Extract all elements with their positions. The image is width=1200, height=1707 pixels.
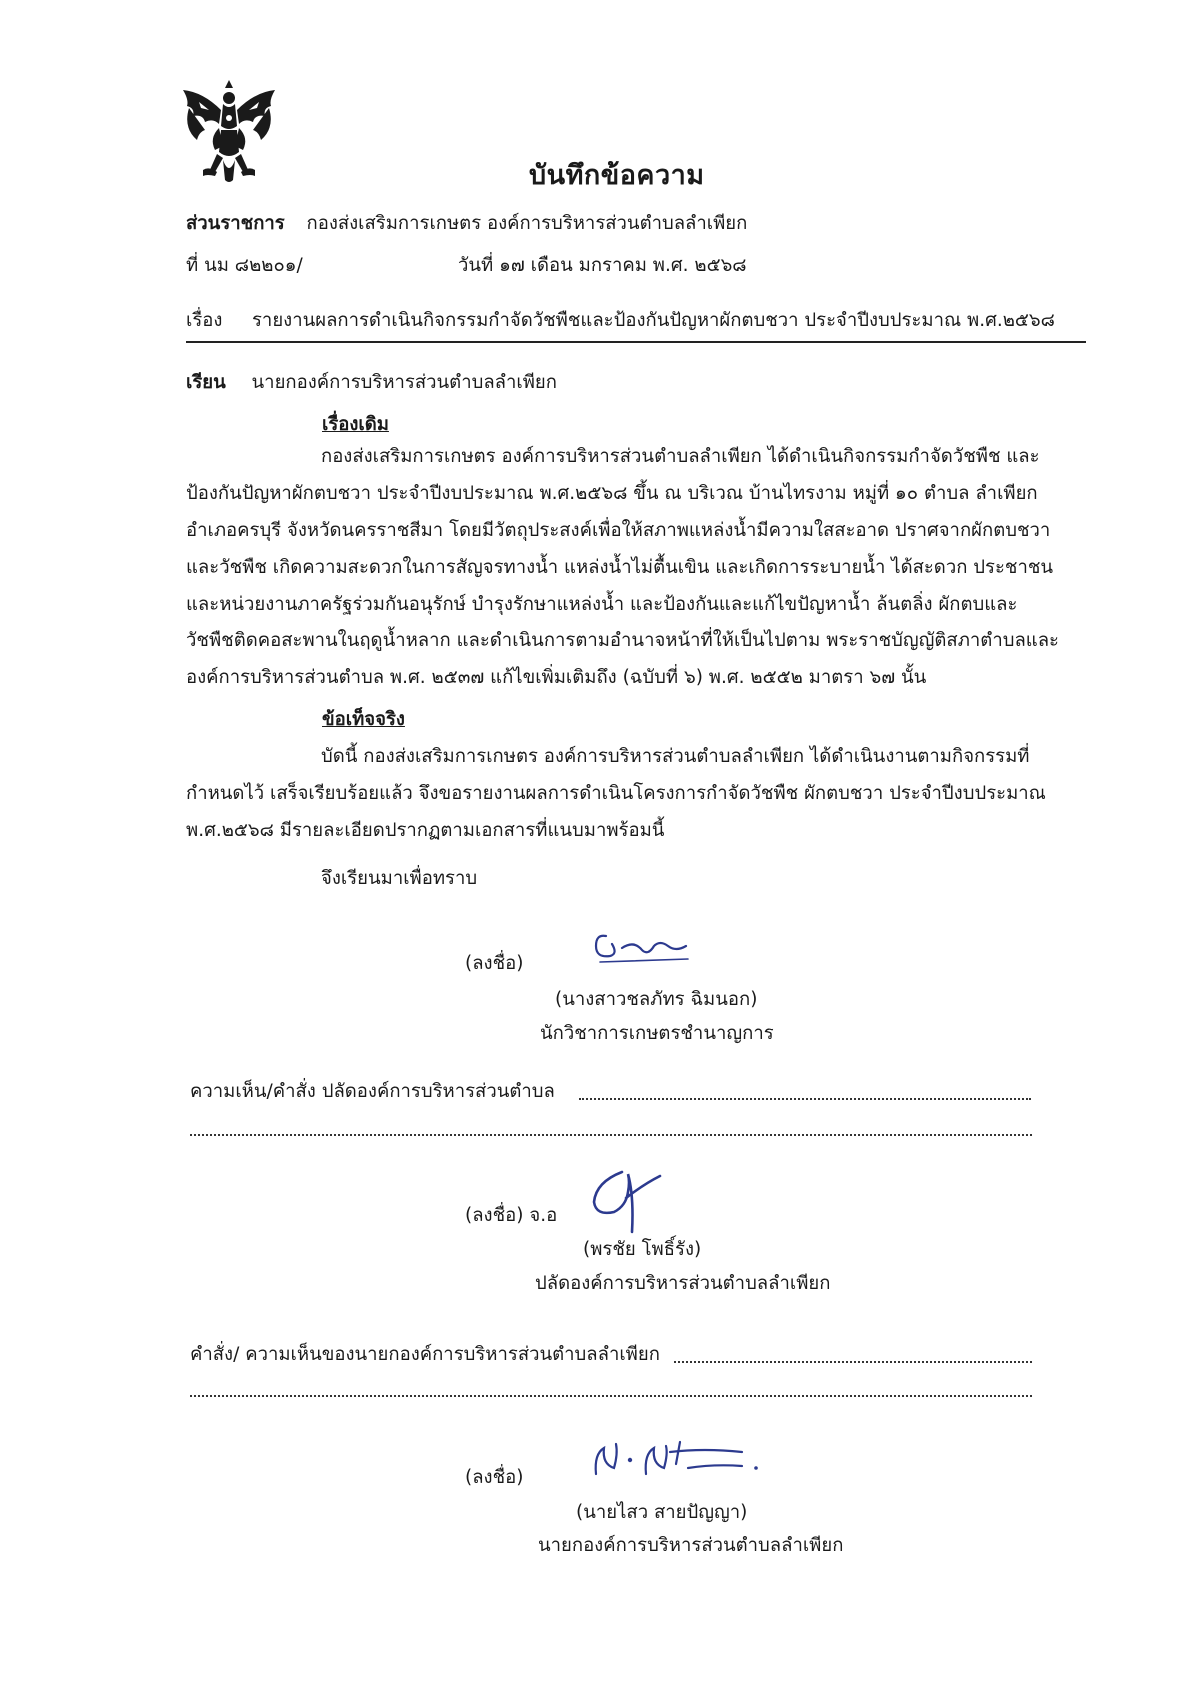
reference-number: ที่ นม ๘๒๒๐๑/ [186, 255, 303, 276]
background-line: กองส่งเสริมการเกษตร องค์การบริหารส่วนตำบลลำเพียก ได้ดำเนินกิจกรรมกำจัดวัชพืช และ [321, 446, 1040, 467]
to-value: นายกองค์การบริหารส่วนตำบลลำเพียก [251, 372, 557, 393]
facts-line: พ.ศ.๒๕๖๘ มีรายละเอียดปรากฏตามเอกสารที่แนบมาพร้อมนี้ [186, 820, 665, 841]
signature-2 [586, 1162, 676, 1242]
signer3-name: (นายไสว สายปัญญา) [576, 1502, 748, 1523]
opinion2-dotted-line [190, 1395, 1032, 1397]
background-line: องค์การบริหารส่วนตำบล พ.ศ. ๒๕๓๗ แก้ไขเพิ่มเติมถึง (ฉบับที่ ๖) พ.ศ. ๒๕๕๒ มาตรา ๖๗ นั้น [186, 667, 927, 688]
background-line: และหน่วยงานภาครัฐร่วมกันอนุรักษ์ บำรุงรักษาแหล่งน้ำ และป้องกันและแก้ไขปัญหาน้ำ ล้นตลิ่ง ผักตบและ [186, 594, 1018, 615]
opinion1-label: ความเห็น/คำสั่ง ปลัดองค์การบริหารส่วนตำบล [190, 1081, 555, 1102]
signer2-name: (พรชัย โพธิ์รัง) [583, 1239, 702, 1260]
closing-text: จึงเรียนมาเพื่อทราบ [321, 868, 478, 889]
signer3-position: นายกองค์การบริหารส่วนตำบลลำเพียก [538, 1535, 844, 1556]
background-line: และวัชพืช เกิดความสะดวกในการสัญจรทางน้ำ แหล่งน้ำไม่ตื้นเขิน และเกิดการระบายน้ำ ได้สะดวก ประชาชน [186, 557, 1054, 578]
garuda-emblem-icon [178, 80, 280, 184]
header-divider [186, 341, 1086, 343]
signature-3 [584, 1434, 774, 1484]
subject-label: เรื่อง [186, 310, 223, 331]
signer3-sign-label: (ลงชื่อ) [465, 1467, 524, 1488]
to-label: เรียน [186, 372, 226, 393]
subject-value: รายงานผลการดำเนินกิจกรรมกำจัดวัชพืชและป้องกันปัญหาผักตบชวา ประจำปีงบประมาณ พ.ศ.๒๕๖๘ [252, 310, 1055, 331]
signer2-sign-label: (ลงชื่อ) จ.อ [465, 1205, 558, 1226]
agency-value: กองส่งเสริมการเกษตร องค์การบริหารส่วนตำบลลำเพียก [306, 213, 748, 234]
signature-1 [588, 926, 698, 966]
facts-line: บัดนี้ กองส่งเสริมการเกษตร องค์การบริหารส่วนตำบลลำเพียก ได้ดำเนินงานตามกิจกรรมที่ [321, 746, 1030, 767]
opinion1-dotted-line [579, 1098, 1031, 1100]
document-title: บันทึกข้อความ [529, 160, 705, 191]
signer1-position: นักวิชาการเกษตรชำนาญการ [540, 1023, 774, 1044]
signer2-position: ปลัดองค์การบริหารส่วนตำบลลำเพียก [535, 1273, 831, 1294]
background-line: วัชพืชติดคอสะพานในฤดูน้ำหลาก และดำเนินการตามอำนาจหน้าที่ให้เป็นไปตาม พระราชบัญญัติสภาตำบลและ [186, 630, 1059, 651]
background-line: ป้องกันปัญหาผักตบชวา ประจำปีงบประมาณ พ.ศ.๒๕๖๘ ขึ้น ณ บริเวณ บ้านไทรงาม หมู่ที่ ๑๐ ตำบล ลำเพียก [186, 483, 1038, 504]
signer1-sign-label: (ลงชื่อ) [465, 953, 524, 974]
facts-line: กำหนดไว้ เสร็จเรียบร้อยแล้ว จึงขอรายงานผลการดำเนินโครงการกำจัดวัชพืช ผักตบชวา ประจำปีงบประมาณ [186, 783, 1046, 804]
agency-label: ส่วนราชการ [186, 213, 285, 234]
opinion2-dotted-line [674, 1361, 1032, 1363]
background-line: อำเภอครบุรี จังหวัดนครราชสีมา โดยมีวัตถุประสงค์เพื่อให้สภาพแหล่งน้ำมีความใสสะอาด ปราศจากผักตบชวา [186, 520, 1051, 541]
background-heading: เรื่องเดิม [322, 414, 389, 435]
opinion2-label: คำสั่ง/ ความเห็นของนายกองค์การบริหารส่วนตำบลลำเพียก [190, 1344, 660, 1365]
signer1-name: (นางสาวชลภัทร ฉิมนอก) [555, 989, 758, 1010]
document-date: วันที่ ๑๗ เดือน มกราคม พ.ศ. ๒๕๖๘ [458, 255, 747, 276]
opinion1-dotted-line [190, 1134, 1032, 1136]
facts-heading: ข้อเท็จจริง [322, 709, 405, 730]
